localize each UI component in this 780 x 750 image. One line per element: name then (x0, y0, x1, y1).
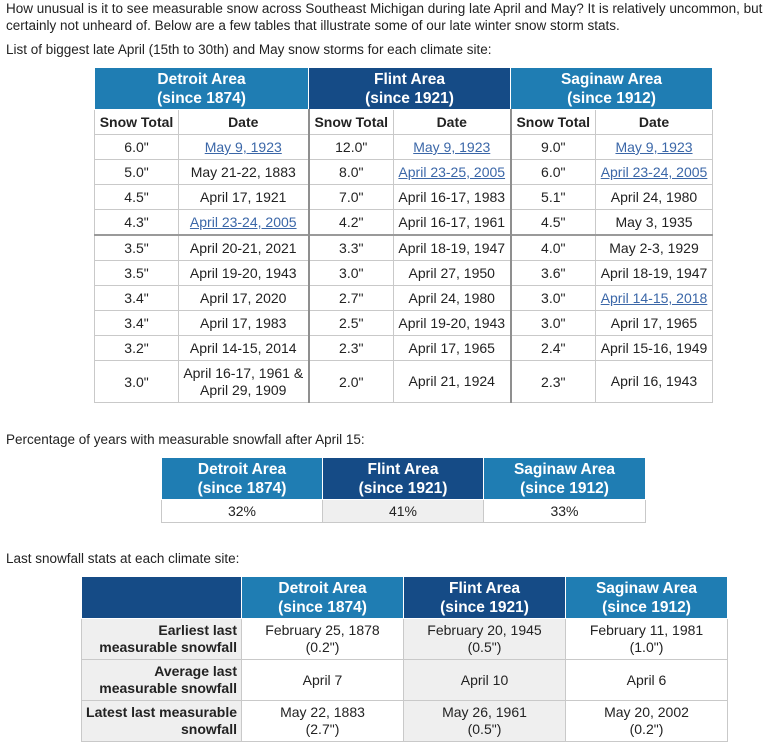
col-header-date: Date (179, 110, 309, 135)
storm-date: May 2-3, 1929 (596, 235, 713, 261)
storm-total: 6.0" (511, 160, 596, 185)
storm-row (95, 185, 713, 210)
storm-date: April 24, 1980 (394, 286, 511, 311)
storm-total: 4.0" (511, 235, 596, 261)
storm-total: 3.4" (95, 311, 179, 336)
storm-total: 2.3" (309, 336, 394, 361)
last-snowfall-row (82, 619, 728, 660)
storm-date: April 19-20, 1943 (394, 311, 511, 336)
value-amount: (1.0") (629, 639, 664, 655)
last-snowfall-row (82, 660, 728, 701)
pct-saginaw: 33% (484, 500, 646, 523)
storm-total: 3.0" (309, 261, 394, 286)
storm-date[interactable] (596, 135, 713, 160)
storm-date: April 20-21, 2021 (179, 235, 309, 261)
storm-date: April 27, 1950 (394, 261, 511, 286)
value-date: April 10 (460, 671, 509, 688)
storm-date: April 14-15, 2014 (179, 336, 309, 361)
storm-row (95, 235, 713, 261)
storm-date[interactable] (179, 135, 309, 160)
value-date: May 26, 1961 (442, 704, 527, 720)
last-header-saginaw: Saginaw Area (since 1912) (566, 577, 728, 619)
intro-paragraph: How unusual is it to see measurable snow across Southeast Michigan during late April and May? It is relatively uncommon, but certainly not unheard of. Below are a few tables that illustrate some of our late winter snow storm stats. (6, 1, 763, 33)
value-date: April 6 (626, 671, 667, 688)
storm-date: April 15-16, 1949 (596, 336, 713, 361)
storm-total: 12.0" (309, 135, 394, 160)
storm-total: 2.7" (309, 286, 394, 311)
storm-date[interactable] (179, 210, 309, 236)
last-snowfall-value (242, 701, 404, 742)
storm-total: 5.0" (95, 160, 179, 185)
value-date: February 20, 1945 (427, 622, 542, 638)
storms-header-detroit: Detroit Area (since 1874) (95, 68, 309, 110)
last-snowfall-value (404, 660, 566, 701)
pct-detroit: 32% (162, 500, 323, 523)
storm-date-link[interactable]: April 14-15, 2018 (600, 290, 708, 306)
storm-row (95, 361, 713, 403)
storm-date: April 19-20, 1943 (179, 261, 309, 286)
value-amount: (0.2") (629, 721, 664, 737)
storm-date: April 17, 1965 (394, 336, 511, 361)
storm-total: 2.3" (511, 361, 596, 403)
storm-date: April 16-17, 1961 (394, 210, 511, 236)
percentage-table (161, 457, 646, 523)
last-header-flint: Flint Area (since 1921) (404, 577, 566, 619)
storm-row (95, 160, 713, 185)
value-date: May 20, 2002 (604, 704, 689, 720)
last-snowfall-table (81, 576, 728, 742)
storm-total: 3.2" (95, 336, 179, 361)
storm-date: April 24, 1980 (596, 185, 713, 210)
last-snowfall-value (566, 701, 728, 742)
storm-total: 2.4" (511, 336, 596, 361)
storms-header-flint: Flint Area (since 1921) (309, 68, 511, 110)
storms-table (94, 67, 713, 403)
storm-row (95, 336, 713, 361)
col-header-date: Date (596, 110, 713, 135)
storm-total: 3.4" (95, 286, 179, 311)
storm-total: 4.5" (95, 185, 179, 210)
storm-total: 4.2" (309, 210, 394, 236)
storm-total: 4.5" (511, 210, 596, 236)
value-date: April 7 (302, 671, 343, 688)
caption-storms: List of biggest late April (15th to 30th) and May snow storms for each climate site: (6, 42, 492, 57)
storm-total: 2.0" (309, 361, 394, 403)
pct-header-flint: Flint Area (since 1921) (323, 458, 484, 500)
last-snowfall-value (404, 619, 566, 660)
storm-date: April 18-19, 1947 (596, 261, 713, 286)
storm-total: 3.0" (511, 286, 596, 311)
storm-total: 3.3" (309, 235, 394, 261)
last-snowfall-value (242, 619, 404, 660)
value-amount: (0.2") (305, 639, 340, 655)
storm-date: April 17, 1983 (179, 311, 309, 336)
last-snowfall-value (566, 619, 728, 660)
storm-total: 3.5" (95, 261, 179, 286)
storm-date-link[interactable]: May 9, 1923 (413, 139, 491, 155)
value-amount: (0.5") (467, 639, 502, 655)
storm-date-link[interactable]: May 9, 1923 (615, 139, 693, 155)
storm-date-link[interactable]: May 9, 1923 (204, 139, 282, 155)
value-date: May 22, 1883 (280, 704, 365, 720)
row-label: Latest last measurable snowfall (82, 701, 242, 742)
last-header-detroit: Detroit Area (since 1874) (242, 577, 404, 619)
storm-date: April 16-17, 1983 (394, 185, 511, 210)
storm-total: 3.5" (95, 235, 179, 261)
storm-total: 4.3" (95, 210, 179, 236)
storm-date: April 21, 1924 (394, 361, 511, 403)
pct-flint: 41% (323, 500, 484, 523)
col-header-snow-total: Snow Total (95, 110, 179, 135)
storm-date: April 16-17, 1961 & April 29, 1909 (179, 361, 309, 403)
storm-date: April 17, 1921 (179, 185, 309, 210)
storm-date: April 17, 1965 (596, 311, 713, 336)
last-header-blank (82, 577, 242, 619)
value-amount: (2.7") (305, 721, 340, 737)
storm-date-link[interactable]: April 23-24, 2005 (600, 164, 708, 180)
storm-date: May 3, 1935 (596, 210, 713, 236)
pct-header-saginaw: Saginaw Area (since 1912) (484, 458, 646, 500)
col-header-snow-total: Snow Total (511, 110, 596, 135)
storm-date: April 17, 2020 (179, 286, 309, 311)
storm-row (95, 311, 713, 336)
storm-row (95, 135, 713, 160)
storm-date[interactable] (596, 286, 713, 311)
col-header-snow-total: Snow Total (309, 110, 394, 135)
storm-total: 8.0" (309, 160, 394, 185)
storm-date: May 21-22, 1883 (179, 160, 309, 185)
caption-percentage: Percentage of years with measurable snowfall after April 15: (6, 432, 365, 447)
storm-total: 7.0" (309, 185, 394, 210)
storm-total: 3.0" (95, 361, 179, 403)
storm-row (95, 261, 713, 286)
storm-total: 3.0" (511, 311, 596, 336)
caption-last-snowfall: Last snowfall stats at each climate site: (6, 551, 240, 566)
row-label: Earliest last measurable snowfall (82, 619, 242, 660)
storm-row (95, 286, 713, 311)
storm-total: 3.6" (511, 261, 596, 286)
pct-header-detroit: Detroit Area (since 1874) (162, 458, 323, 500)
storm-date[interactable] (394, 135, 511, 160)
value-date: February 11, 1981 (589, 622, 704, 638)
last-snowfall-value (566, 660, 728, 701)
last-snowfall-value (404, 701, 566, 742)
value-amount: (0.5") (467, 721, 502, 737)
storm-date-link[interactable]: April 23-25, 2005 (398, 164, 506, 180)
storm-date[interactable] (394, 160, 511, 185)
value-date: February 25, 1878 (265, 622, 380, 638)
col-header-date: Date (394, 110, 511, 135)
storm-total: 6.0" (95, 135, 179, 160)
storm-total: 5.1" (511, 185, 596, 210)
storms-header-saginaw: Saginaw Area (since 1912) (511, 68, 713, 110)
storm-date-link[interactable]: April 23-24, 2005 (189, 214, 297, 230)
storm-total: 2.5" (309, 311, 394, 336)
storm-date[interactable] (596, 160, 713, 185)
storm-row (95, 210, 713, 236)
storm-date: April 16, 1943 (596, 361, 713, 403)
last-snowfall-value (242, 660, 404, 701)
row-label: Average last measurable snowfall (82, 660, 242, 701)
last-snowfall-row (82, 701, 728, 742)
storm-total: 9.0" (511, 135, 596, 160)
storm-date: April 18-19, 1947 (394, 235, 511, 261)
